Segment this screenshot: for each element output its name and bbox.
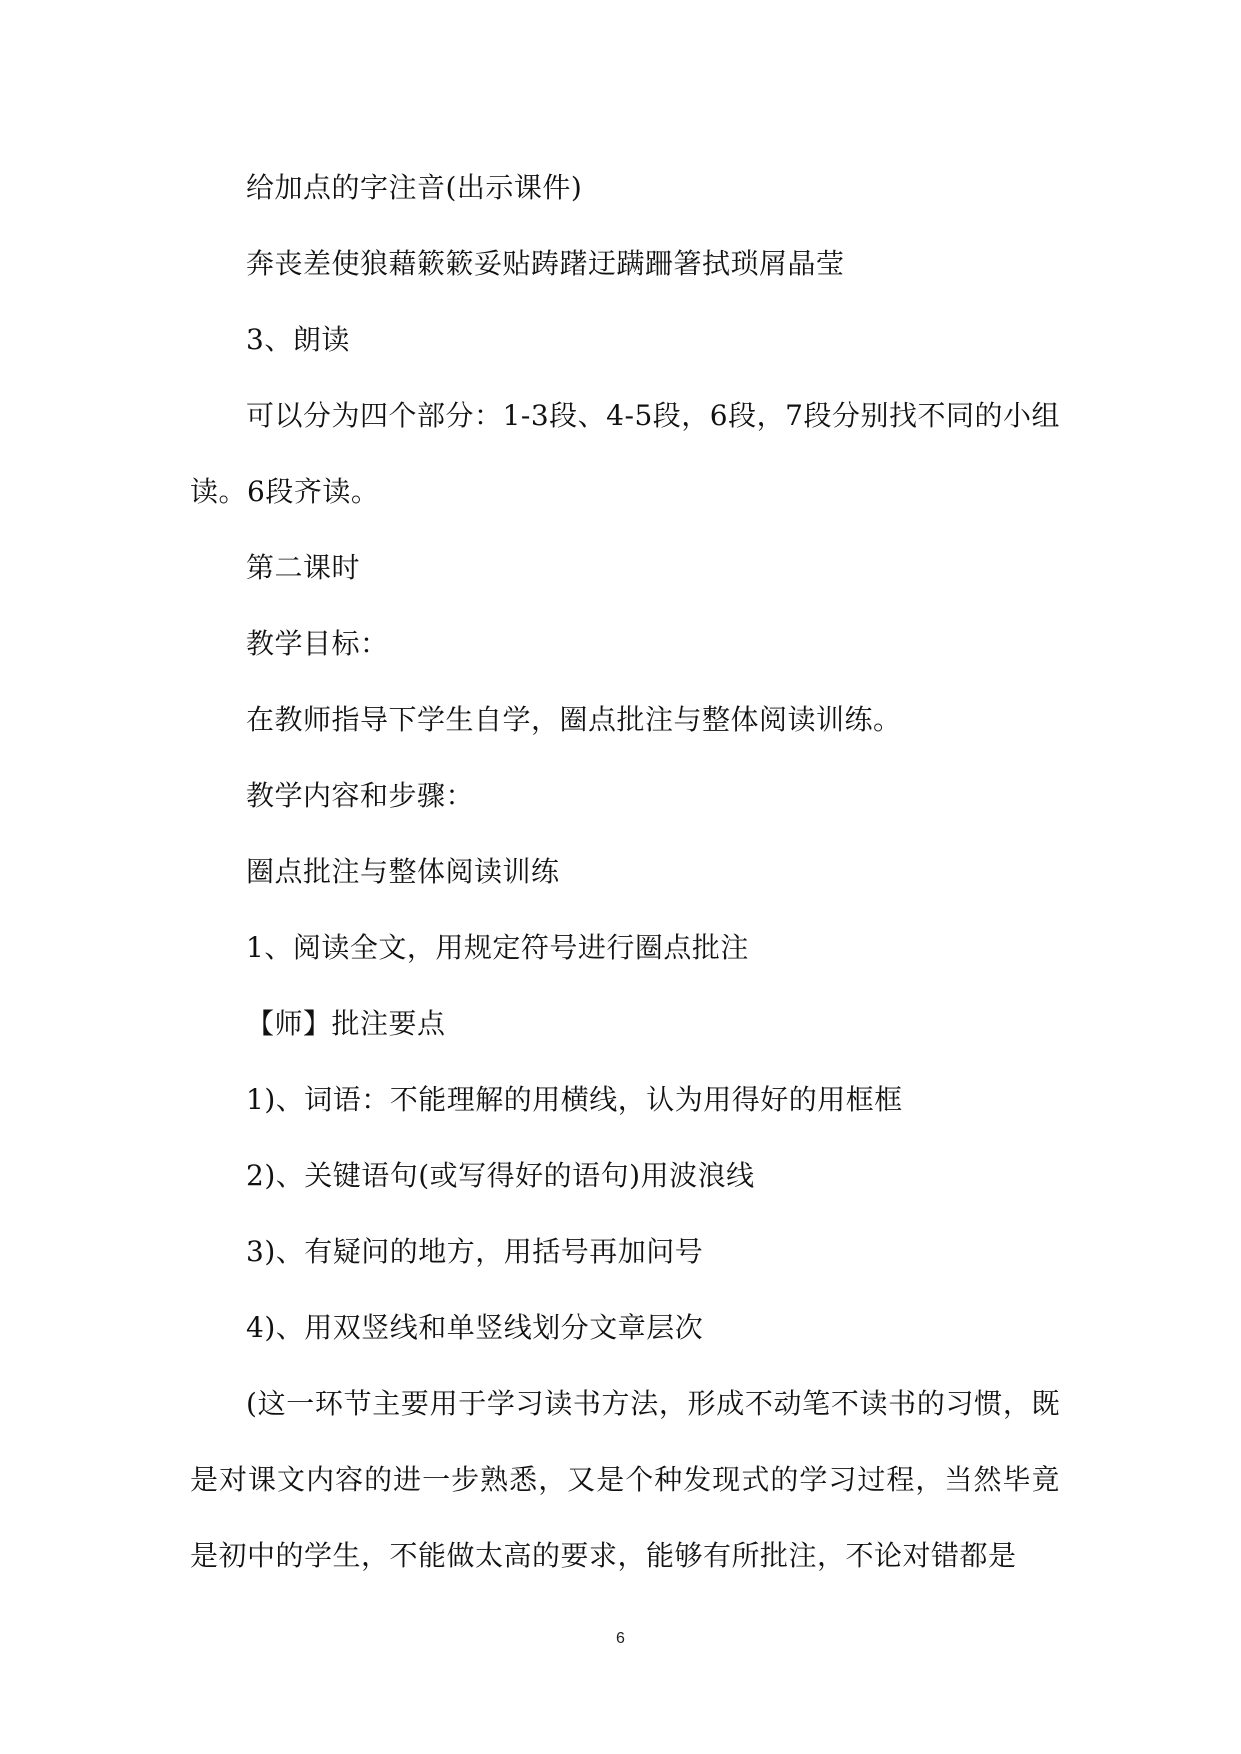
paragraph: 3、朗读 (246, 323, 350, 356)
paragraph: 圈点批注与整体阅读训练 (246, 855, 560, 888)
paragraph: 1)、词语：不能理解的用横线，认为用得好的用框框 (246, 1083, 903, 1116)
paragraph: 在教师指导下学生自学，圈点批注与整体阅读训练。 (246, 703, 902, 736)
paragraph: 第二课时 (246, 551, 361, 584)
paragraph: 1、阅读全文，用规定符号进行圈点批注 (246, 931, 749, 964)
paragraph: 4)、用双竖线和单竖线划分文章层次 (246, 1311, 704, 1344)
paragraph: 3)、有疑问的地方，用括号再加问号 (246, 1235, 704, 1268)
paragraph: 给加点的字注音(出示课件) (246, 171, 583, 204)
paragraph: 2)、关键语句(或写得好的语句)用波浪线 (246, 1159, 755, 1192)
paragraph: 教学目标： (246, 627, 389, 660)
paragraph: 【师】批注要点 (246, 1007, 446, 1040)
page-number: 6 (616, 1630, 625, 1647)
paragraph: 可以分为四个部分：1-3段、4-5段，6段，7段分别找不同的小组读。6段齐读。 (190, 399, 1060, 508)
body-text (190, 150, 1060, 1594)
paragraph: (这一环节主要用于学习读书方法，形成不动笔不读书的习惯，既是对课文内容的进一步熟悉，又是个种发现式的学习过程，当然毕竟是初中的学生，不能做太高的要求，能够有所批注，不论对错都是 (190, 1387, 1060, 1572)
paragraph: 教学内容和步骤： (246, 779, 475, 812)
paragraph: 奔丧差使狼藉簌簌妥贴踌躇迂蹒跚箸拭琐屑晶莹 (246, 247, 845, 280)
